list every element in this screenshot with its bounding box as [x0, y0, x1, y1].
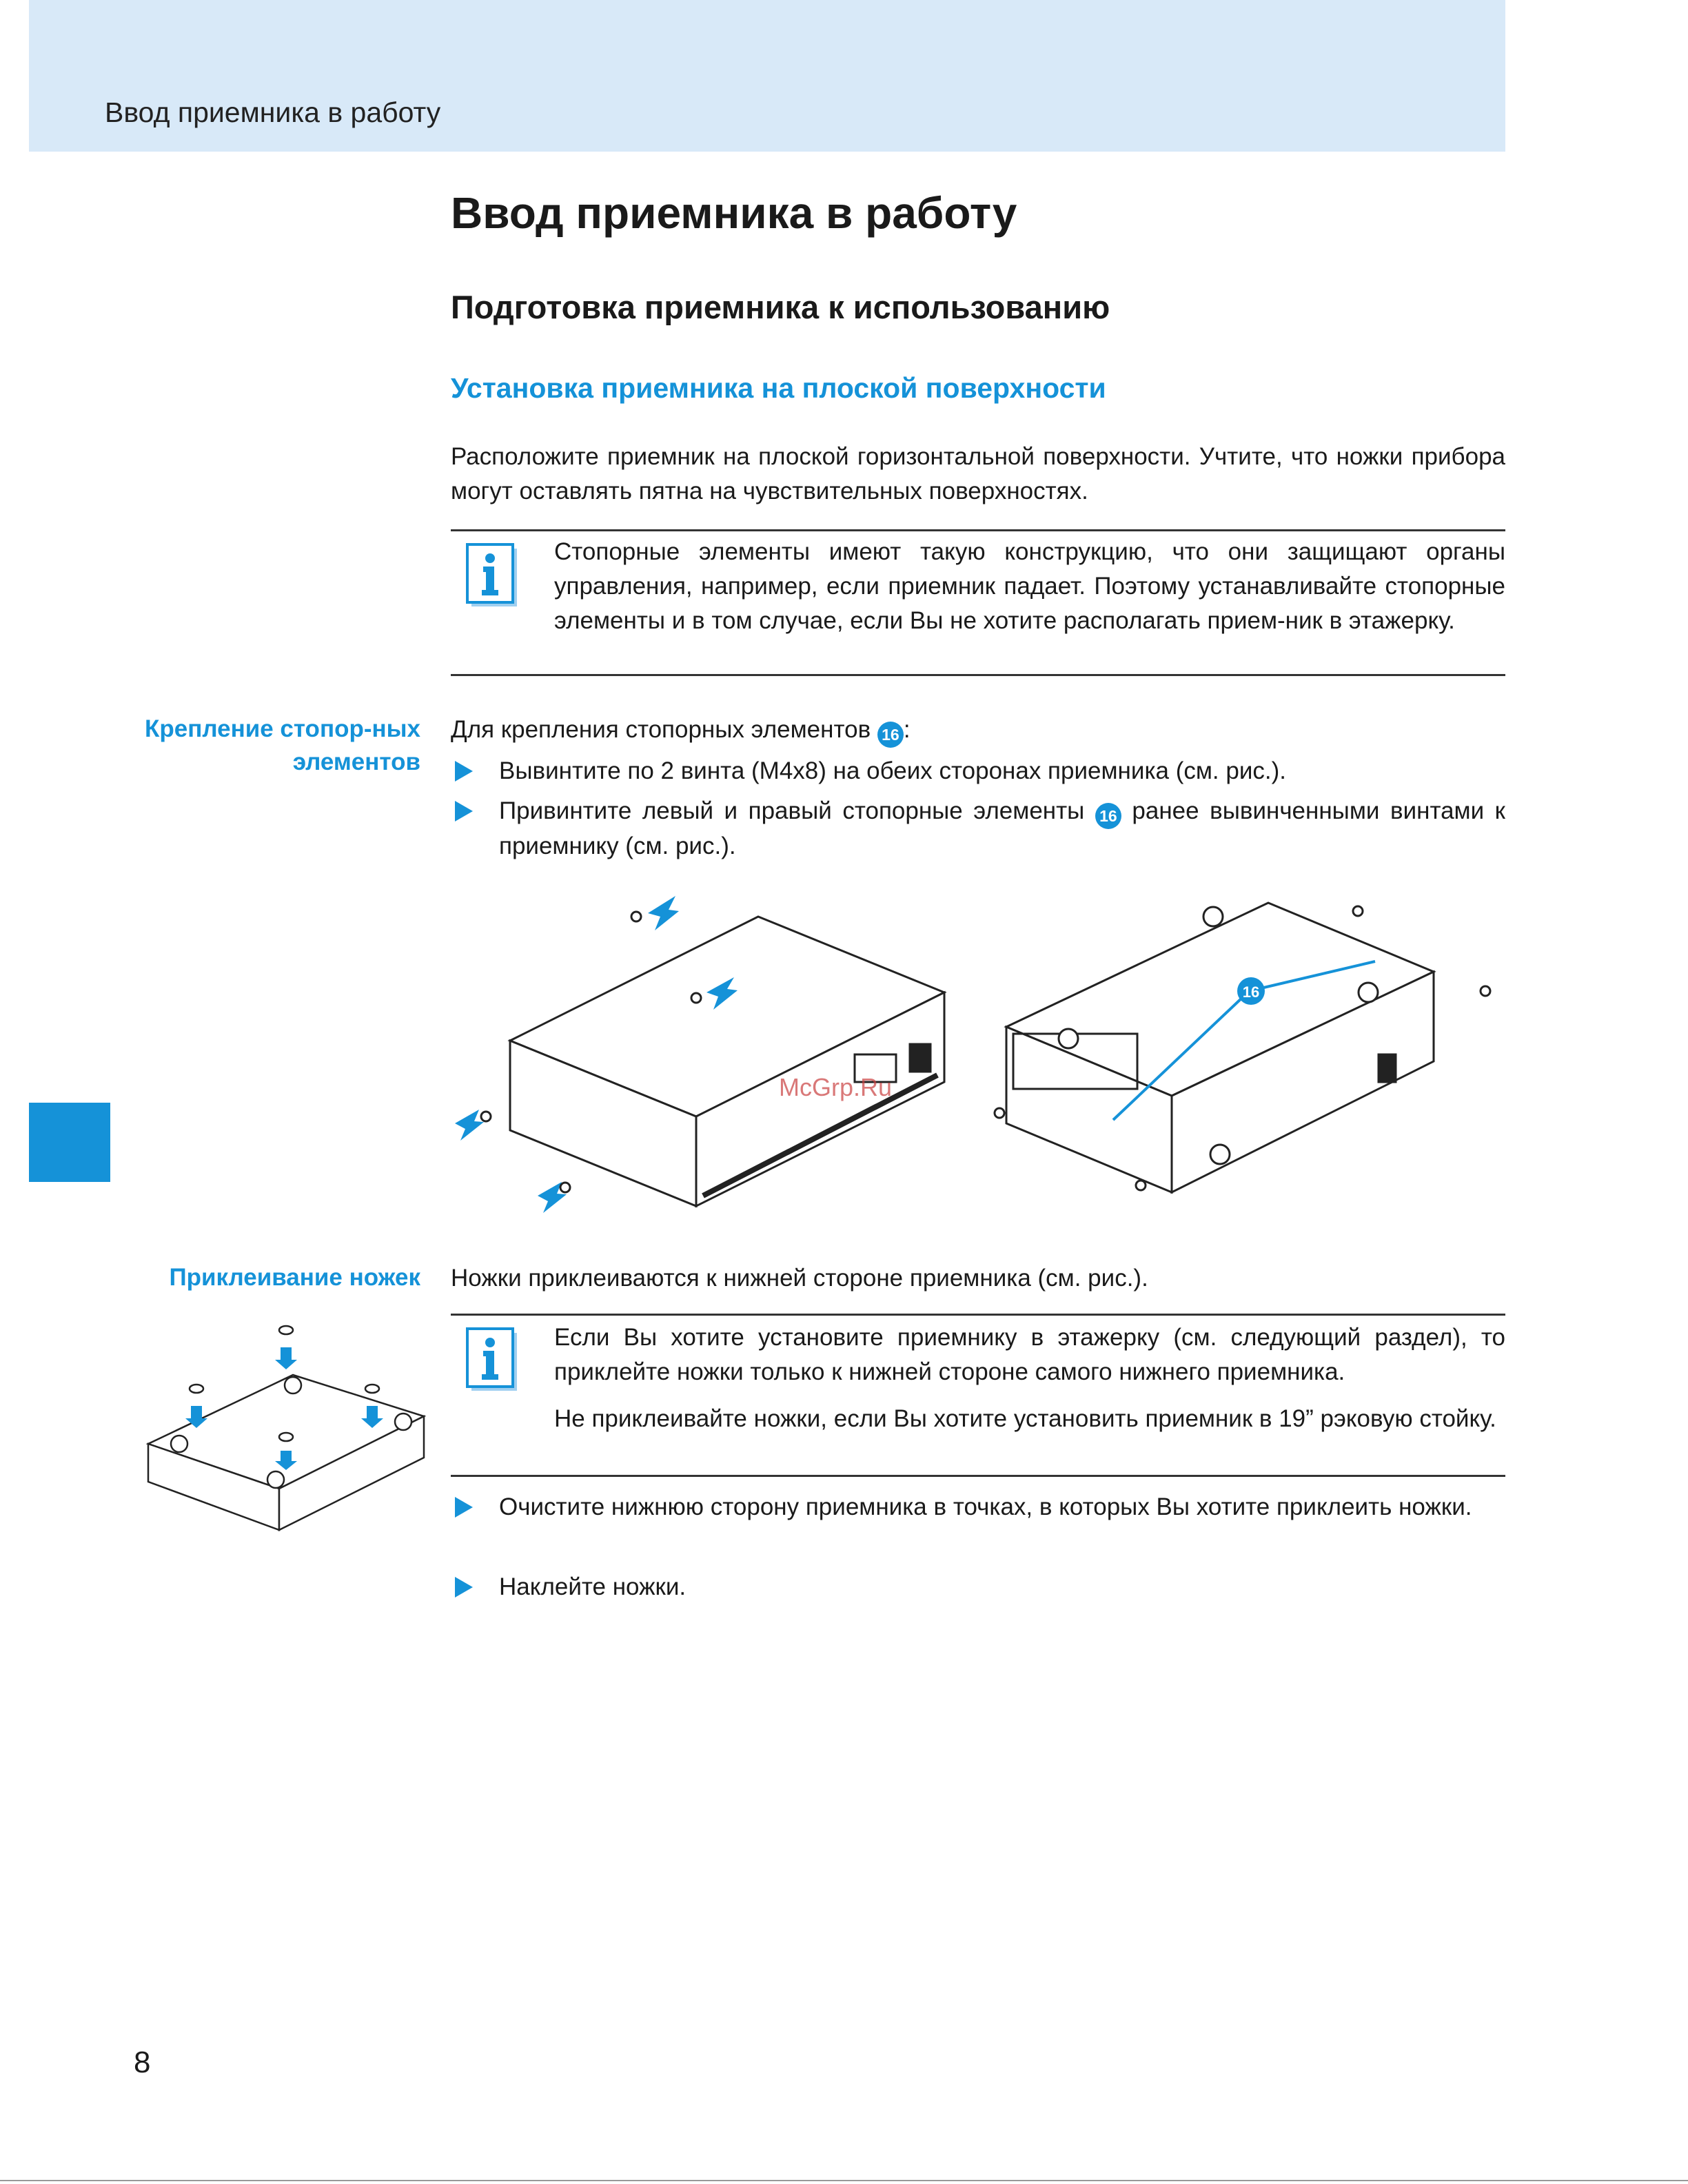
feet-lead [451, 1261, 1505, 1296]
list-item-text: Вывинтите по 2 винта (M4x8) на обеих сторонах приемника (см. рис.). [499, 757, 1286, 784]
list-item-text: Очистите нижнюю сторону приемника в точках, в которых Вы хотите приклеить ножки. [499, 1493, 1472, 1520]
feet-lead-text: Ножки приклеиваются к нижней стороне приемника (см. рис.). [451, 1265, 1148, 1292]
chapter-tab [29, 1103, 110, 1182]
mounting-illustration [441, 875, 1516, 1234]
list-item [451, 1490, 1505, 1524]
list-item [451, 754, 1505, 788]
info-note-2 [554, 1320, 1505, 1436]
bullet-arrow-icon [455, 1497, 473, 1518]
callout-badge: 16 [1095, 803, 1121, 829]
note-bottom-rule [451, 1475, 1505, 1477]
note-bottom-rule [451, 674, 1505, 676]
info-icon [466, 543, 520, 609]
receiver-right-drawing [1006, 903, 1434, 1192]
info-note-2-text-1: Если Вы хотите установите приемнику в этажерку (см. следующий раздел), то приклейте ножки только к нижней стороне самого нижнего приемника. [554, 1324, 1505, 1385]
section-title: Установка приемника на плоской поверхности [451, 372, 1106, 404]
list-item-text-before: Привинтите левый и правый стопорные элементы [499, 797, 1085, 824]
list-item [451, 794, 1505, 864]
callout-label: 16 [1242, 983, 1260, 1001]
info-icon [466, 1327, 520, 1394]
bullet-arrow-icon [455, 761, 473, 782]
header-band [29, 0, 1505, 152]
feet-illustration [134, 1320, 438, 1547]
side-label-feet: Приклеивание ножек [169, 1264, 420, 1291]
info-note-1-text: Стопорные элементы имеют такую конструкцию, что они защищают органы управления, например, если приемник падает. Поэтому устанавливайте стопорные элементы и в том случае, если Вы не хотите располагать прием-ник в этажерку. [554, 538, 1505, 634]
info-note-1 [554, 535, 1505, 638]
mounting-lead-text: Для крепления стопорных элементов [451, 716, 871, 743]
list-item-text-after: ранее вывинченными винтами к приемнику (см. рис.). [499, 797, 1505, 859]
watermark: McGrp.Ru [779, 1073, 893, 1101]
callout-badge: 16 [877, 722, 904, 748]
receiver-left-drawing [510, 917, 944, 1206]
page-title: Ввод приемника в работу [451, 188, 1017, 238]
note-top-rule [451, 529, 1505, 531]
running-header: Ввод приемника в работу [105, 96, 441, 128]
side-label-mounting: Крепление стопор-ных элементов [144, 715, 420, 775]
mounting-lead-suffix: : [903, 716, 911, 743]
list-item [451, 1570, 1505, 1604]
info-note-2-text-2: Не приклеивайте ножки, если Вы хотите установить приемник в 19” рэковую стойку. [554, 1405, 1496, 1432]
intro-paragraph: Расположите приемник на плоской горизонтальной поверхности. Учтите, что ножки прибора могут оставлять пятна на чувствительных поверхностях. [451, 443, 1505, 504]
bullet-arrow-icon [455, 801, 473, 821]
page-number: 8 [134, 2045, 151, 2079]
mounting-lead [451, 713, 1505, 748]
bottom-rule [0, 2180, 1688, 2181]
intro-block [451, 440, 1505, 509]
bullet-arrow-icon [455, 1577, 473, 1598]
list-item-text: Наклейте ножки. [499, 1573, 687, 1600]
note-top-rule [451, 1314, 1505, 1316]
list-item-text [499, 794, 1505, 864]
page-subtitle: Подготовка приемника к использованию [451, 289, 1110, 325]
